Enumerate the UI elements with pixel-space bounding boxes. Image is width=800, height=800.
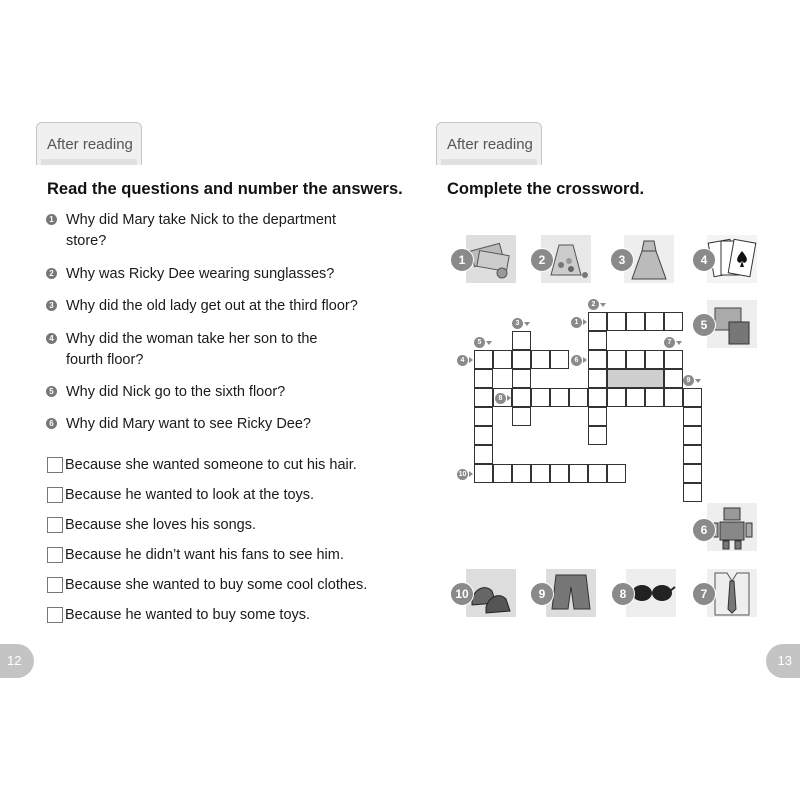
question-text: Why did the woman take her son to the fourth floor? — [66, 331, 318, 368]
arrow-down-icon — [676, 341, 682, 345]
crossword-cell[interactable] — [550, 464, 569, 483]
crossword-cell[interactable] — [474, 426, 493, 445]
arrow-right-icon — [583, 357, 587, 363]
crossword-cell[interactable] — [683, 426, 702, 445]
question-number: 1 — [46, 214, 57, 225]
grid-marker: 6 — [571, 355, 582, 366]
crossword-cell[interactable] — [626, 350, 645, 369]
crossword-cell[interactable] — [474, 464, 493, 483]
page-number-left: 12 — [0, 644, 34, 678]
crossword-cell[interactable] — [550, 350, 569, 369]
crossword-cell[interactable] — [588, 464, 607, 483]
answer-text: Because she wanted to buy some cool clothes. — [65, 577, 368, 593]
crossword-cell[interactable] — [512, 388, 531, 407]
crossword-cell[interactable] — [512, 331, 531, 350]
answer-row — [47, 486, 314, 504]
question-text: Why was Ricky Dee wearing sunglasses? — [66, 266, 335, 282]
crossword-cell[interactable] — [531, 350, 550, 369]
question-text: Why did Mary want to see Ricky Dee? — [66, 416, 311, 432]
grid-marker: 9 — [683, 375, 694, 386]
crossword-cell[interactable] — [474, 350, 493, 369]
grid-marker: 8 — [495, 393, 506, 404]
answer-row — [47, 516, 256, 534]
crossword-cell[interactable] — [664, 350, 683, 369]
picture-number: 5 — [692, 313, 716, 337]
crossword-cell[interactable] — [474, 407, 493, 426]
crossword-cell[interactable] — [683, 407, 702, 426]
grid-marker: 5 — [474, 337, 485, 348]
crossword-cell[interactable] — [645, 312, 664, 331]
crossword-cell[interactable] — [588, 350, 607, 369]
arrow-down-icon — [695, 379, 701, 383]
question-text: Why did Mary take Nick to the department store? — [66, 212, 336, 249]
crossword-cell[interactable] — [493, 464, 512, 483]
crossword-cell[interactable] — [588, 426, 607, 445]
question-2 — [46, 264, 366, 285]
crossword-cell[interactable] — [607, 312, 626, 331]
question-number: 4 — [46, 333, 57, 344]
crossword-block — [607, 369, 664, 388]
page-number-right: 13 — [766, 644, 800, 678]
answer-text: Because he wanted to look at the toys. — [65, 487, 315, 503]
picture-number: 10 — [450, 582, 474, 606]
crossword-cell[interactable] — [626, 388, 645, 407]
crossword-cell[interactable] — [645, 388, 664, 407]
answer-checkbox[interactable] — [47, 487, 63, 503]
crossword-cell[interactable] — [569, 464, 588, 483]
picture-number: 8 — [611, 582, 635, 606]
picture-number: 2 — [530, 248, 554, 272]
crossword-cell[interactable] — [531, 464, 550, 483]
grid-marker: 10 — [458, 471, 467, 478]
question-4 — [46, 329, 366, 371]
crossword-cell[interactable] — [607, 350, 626, 369]
arrow-right-icon — [469, 357, 473, 363]
crossword-cell[interactable] — [683, 483, 702, 502]
answer-row — [47, 606, 310, 624]
crossword-cell[interactable] — [683, 388, 702, 407]
crossword-cell[interactable] — [683, 464, 702, 483]
crossword-cell[interactable] — [531, 388, 550, 407]
picture-number: 9 — [530, 582, 554, 606]
crossword-cell[interactable] — [607, 464, 626, 483]
crossword-cell[interactable] — [512, 464, 531, 483]
left-tab-label: After reading — [47, 136, 133, 153]
question-text: Why did Nick go to the sixth floor? — [66, 384, 286, 400]
crossword-cell[interactable] — [664, 388, 683, 407]
right-tab-label: After reading — [447, 136, 533, 153]
answer-checkbox[interactable] — [47, 517, 63, 533]
crossword-cell[interactable] — [683, 445, 702, 464]
answer-row — [47, 546, 344, 564]
right-instruction: Complete the crossword. — [447, 180, 645, 198]
picture-number: 4 — [692, 248, 716, 272]
question-number: 3 — [46, 300, 57, 311]
answer-row — [47, 456, 357, 474]
picture-number: 3 — [610, 248, 634, 272]
question-number: 5 — [46, 386, 57, 397]
arrow-down-icon — [600, 303, 606, 307]
crossword-cell[interactable] — [512, 369, 531, 388]
answer-checkbox[interactable] — [47, 547, 63, 563]
question-1 — [46, 210, 366, 252]
grid-marker: 1 — [571, 317, 582, 328]
crossword-cell[interactable] — [588, 388, 607, 407]
crossword-cell[interactable] — [607, 388, 626, 407]
crossword-cell[interactable] — [588, 312, 607, 331]
crossword-cell[interactable] — [588, 407, 607, 426]
answer-text: Because he wanted to buy some toys. — [65, 607, 311, 623]
grid-marker: 2 — [588, 299, 599, 310]
crossword-cell[interactable] — [512, 407, 531, 426]
crossword-cell[interactable] — [474, 388, 493, 407]
crossword-cell[interactable] — [569, 388, 588, 407]
crossword-cell[interactable] — [645, 350, 664, 369]
picture-number: 6 — [692, 518, 716, 542]
picture-number: 1 — [450, 248, 474, 272]
answer-checkbox[interactable] — [47, 607, 63, 623]
crossword-cell[interactable] — [550, 388, 569, 407]
answer-row — [47, 576, 367, 594]
crossword-cell[interactable] — [493, 350, 512, 369]
grid-marker: 7 — [664, 337, 675, 348]
question-3 — [46, 296, 366, 317]
crossword-cell[interactable] — [588, 369, 607, 388]
question-number: 2 — [46, 268, 57, 279]
answer-text: Because she loves his songs. — [65, 517, 257, 533]
answer-checkbox[interactable] — [47, 577, 63, 593]
crossword-cell[interactable] — [664, 369, 683, 388]
arrow-down-icon — [486, 341, 492, 345]
question-text: Why did the old lady get out at the third floor? — [66, 298, 358, 314]
crossword-cell[interactable] — [588, 331, 607, 350]
answer-text: Because she wanted someone to cut his hair. — [65, 457, 357, 473]
question-number: 6 — [46, 418, 57, 429]
crossword-cell[interactable] — [474, 369, 493, 388]
crossword-cell[interactable] — [512, 350, 531, 369]
answer-text: Because he didn’t want his fans to see him. — [65, 547, 344, 563]
arrow-right-icon — [469, 471, 473, 477]
crossword-cell[interactable] — [626, 312, 645, 331]
grid-marker: 4 — [457, 355, 468, 366]
crossword-cell[interactable] — [474, 445, 493, 464]
question-5 — [46, 382, 366, 403]
question-6 — [46, 414, 366, 435]
picture-number: 7 — [692, 582, 716, 606]
arrow-right-icon — [507, 395, 511, 401]
answer-checkbox[interactable] — [47, 457, 63, 473]
left-instruction: Read the questions and number the answers. — [47, 180, 403, 198]
grid-marker: 3 — [512, 318, 523, 329]
crossword-cell[interactable] — [664, 312, 683, 331]
arrow-right-icon — [583, 319, 587, 325]
arrow-down-icon — [524, 322, 530, 326]
